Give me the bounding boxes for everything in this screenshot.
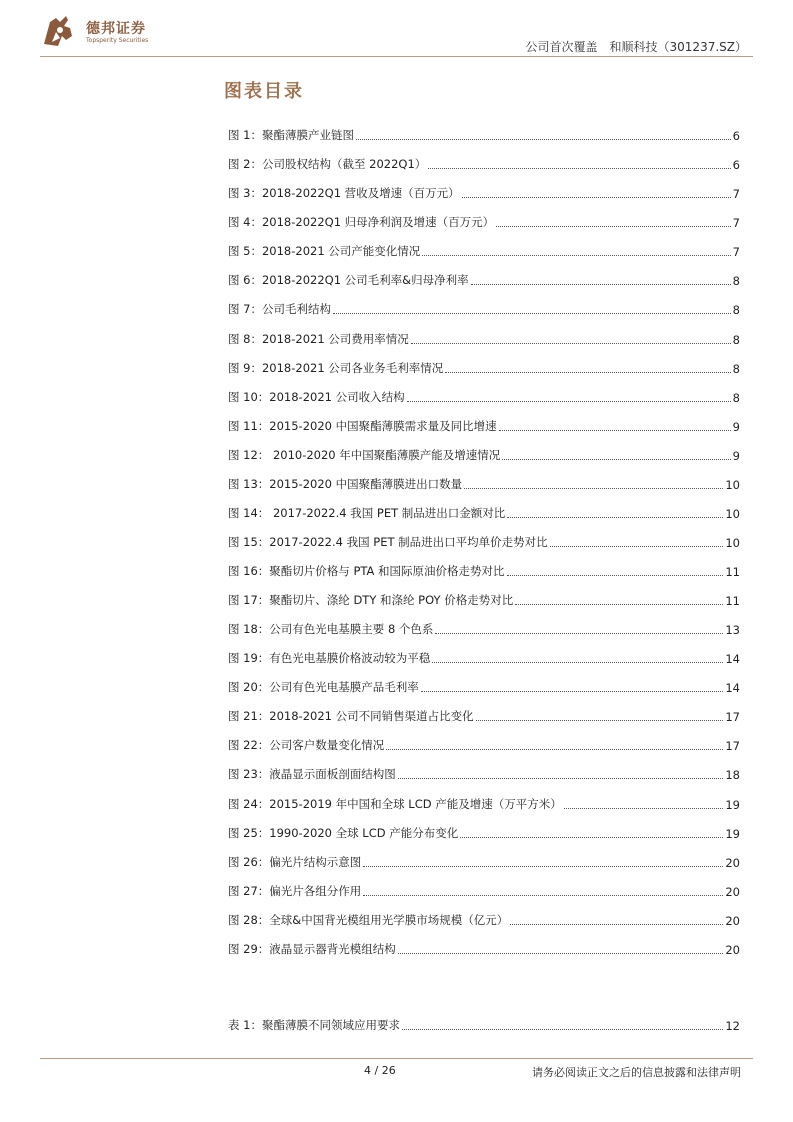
toc-entry[interactable] (228, 815, 740, 844)
table-toc-list (228, 1007, 740, 1036)
toc-entry[interactable] (228, 524, 740, 553)
toc-entry-page: 14 (725, 681, 740, 696)
toc-entry[interactable] (228, 669, 740, 698)
toc-entry-label: 图 24：2015-2019 年中国和全球 LCD 产能及增速（万平方米） (228, 796, 562, 811)
toc-entry-page: 8 (732, 390, 740, 405)
toc-entry[interactable] (228, 611, 740, 640)
toc-entry-label: 图 2：公司股权结构（截至 2022Q1） (228, 157, 427, 172)
toc-entry[interactable] (228, 350, 740, 379)
toc-entry-label: 图 3：2018-2022Q1 营收及增速（百万元） (228, 186, 460, 201)
toc-entry[interactable] (228, 495, 740, 524)
toc-entry-label: 图 6：2018-2022Q1 公司毛利率&归母净利率 (228, 273, 469, 288)
toc-leader-dots (363, 894, 723, 896)
toc-leader-dots (402, 1028, 723, 1030)
logo-text-en: Topsperity Securities (86, 37, 149, 44)
toc-entry-label: 图 23：液晶显示面板剖面结构图 (228, 767, 396, 782)
toc-entry-label: 图 14： 2017-2022.4 我国 PET 制品进出口金额对比 (228, 505, 506, 520)
toc-leader-dots (462, 196, 731, 198)
toc-entry-label: 表 1：聚酯薄膜不同领域应用要求 (228, 1018, 400, 1033)
toc-entry[interactable] (228, 553, 740, 582)
toc-entry-page: 8 (732, 332, 740, 347)
toc-entry[interactable] (228, 437, 740, 466)
toc-entry-page: 7 (732, 187, 740, 202)
toc-leader-dots (422, 254, 730, 256)
toc-entry-label: 图 21：2018-2021 公司不同销售渠道占比变化 (228, 709, 474, 724)
toc-leader-dots (407, 400, 731, 402)
toc-leader-dots (502, 458, 730, 460)
page-header (0, 0, 793, 62)
toc-leader-dots (333, 312, 731, 314)
toc-entry-label: 图 16：聚酯切片价格与 PTA 和国际原油价格走势对比 (228, 564, 505, 578)
toc-leader-dots (507, 516, 723, 518)
toc-entry-page: 8 (732, 303, 740, 318)
header-divider (40, 56, 753, 57)
toc-entry[interactable] (228, 582, 740, 611)
toc-entry-label: 图 13：2015-2020 中国聚酯薄膜进出口数量 (228, 476, 463, 491)
toc-entry-page: 11 (725, 594, 740, 609)
toc-entry-page: 9 (732, 448, 740, 463)
toc-entry-page: 19 (725, 797, 740, 812)
toc-entry[interactable] (228, 873, 740, 902)
toc-entry[interactable] (228, 262, 740, 291)
toc-entry-label: 图 20：公司有色光电基膜产品毛利率 (228, 680, 419, 695)
toc-leader-dots (550, 545, 724, 547)
toc-entry[interactable] (228, 640, 740, 669)
toc-entry-page: 14 (725, 652, 740, 667)
toc-entry-page: 8 (732, 274, 740, 289)
toc-entry[interactable] (228, 379, 740, 408)
toc-entry-page: 13 (725, 623, 740, 638)
toc-leader-dots (471, 283, 731, 285)
footer-divider (40, 1058, 753, 1059)
toc-entry-label: 图 11：2015-2020 中国聚酯薄膜需求量及同比增速 (228, 418, 497, 433)
toc-leader-dots (386, 748, 723, 750)
toc-entry-label: 图 25：1990-2020 全球 LCD 产能分布变化 (228, 825, 459, 840)
toc-entry[interactable] (228, 175, 740, 204)
toc-entry-label: 图 4：2018-2022Q1 归母净利润及增速（百万元） (228, 215, 495, 230)
toc-entry-label: 图 29：液晶显示器背光模组结构 (228, 941, 396, 956)
toc-entry-page: 7 (732, 216, 740, 231)
toc-entry-page: 18 (725, 768, 740, 783)
toc-entry[interactable] (228, 233, 740, 262)
toc-entry-page: 6 (732, 129, 740, 144)
figure-toc-list (228, 117, 740, 960)
toc-entry[interactable] (228, 408, 740, 437)
toc-leader-dots (428, 167, 730, 169)
toc-entry-page: 20 (725, 942, 740, 957)
toc-entry-page: 20 (725, 913, 740, 928)
toc-leader-dots (476, 719, 724, 721)
toc-entry-page: 10 (725, 535, 740, 550)
toc-entry-page: 8 (732, 361, 740, 376)
toc-leader-dots (515, 603, 723, 605)
toc-entry[interactable] (228, 146, 740, 175)
toc-leader-dots (507, 574, 724, 576)
toc-leader-dots (464, 487, 723, 489)
toc-entry-page: 20 (725, 884, 740, 899)
toc-entry[interactable] (228, 727, 740, 756)
toc-leader-dots (411, 342, 731, 344)
toc-entry-label: 图 26：偏光片结构示意图 (228, 854, 362, 869)
toc-entry[interactable] (228, 785, 740, 814)
toc-entry-page: 20 (725, 855, 740, 870)
toc-entry-label: 图 5：2018-2021 公司产能变化情况 (228, 244, 421, 259)
toc-leader-dots (432, 661, 723, 663)
toc-leader-dots (564, 807, 724, 809)
toc-leader-dots (363, 865, 723, 867)
toc-entry[interactable] (228, 1007, 740, 1036)
toc-entry-label: 图 12： 2010-2020 年中国聚酯薄膜产能及增速情况 (228, 447, 501, 462)
toc-leader-dots (460, 836, 723, 838)
toc-entry-label: 图 8：2018-2021 公司费用率情况 (228, 331, 409, 346)
toc-entry-label: 图 22：公司客户数量变化情况 (228, 738, 385, 753)
toc-entry[interactable] (228, 756, 740, 785)
toc-leader-dots (499, 429, 731, 431)
toc-leader-dots (421, 690, 724, 692)
toc-entry-page: 19 (725, 826, 740, 841)
toc-entry-page: 17 (725, 710, 740, 725)
toc-entry-label: 图 15：2017-2022.4 我国 PET 制品进出口平均单价走势对比 (228, 534, 548, 549)
toc-leader-dots (356, 138, 731, 140)
toc-leader-dots (435, 632, 723, 634)
toc-entry-page: 6 (732, 158, 740, 173)
legal-disclaimer: 请务必阅读正文之后的信息披露和法律声明 (532, 1066, 741, 1079)
deer-logo-icon (40, 14, 78, 50)
toc-entry[interactable] (228, 291, 740, 320)
toc-entry[interactable] (228, 117, 740, 146)
report-header-title: 公司首次覆盖 和顺科技（301237.SZ） (525, 40, 747, 54)
toc-entry-page: 10 (725, 477, 740, 492)
toc-entry[interactable] (228, 698, 740, 727)
toc-entry-page: 7 (732, 245, 740, 260)
toc-entry[interactable] (228, 320, 740, 349)
toc-entry[interactable] (228, 466, 740, 495)
toc-leader-dots (496, 225, 730, 227)
toc-entry-label: 图 19：有色光电基膜价格波动较为平稳 (228, 651, 431, 666)
toc-entry-page: 12 (725, 1019, 740, 1034)
toc-entry-label: 图 17：聚酯切片、涤纶 DTY 和涤纶 POY 价格走势对比 (228, 593, 514, 608)
toc-entry[interactable] (228, 844, 740, 873)
toc-entry-page: 9 (732, 419, 740, 434)
toc-entry-label: 图 18：公司有色光电基膜主要 8 个色系 (228, 622, 434, 637)
toc-section-title: 图表目录 (224, 81, 304, 102)
toc-entry-label: 图 7：公司毛利结构 (228, 302, 331, 317)
toc-entry-label: 图 27：偏光片各组分作用 (228, 883, 362, 898)
company-logo (40, 14, 170, 50)
toc-leader-dots (510, 923, 723, 925)
toc-entry[interactable] (228, 931, 740, 960)
toc-entry-page: 11 (725, 565, 740, 579)
toc-leader-dots (398, 952, 724, 954)
logo-text-cn: 德邦证券 (86, 21, 146, 37)
toc-leader-dots (445, 371, 730, 373)
toc-entry-page: 10 (725, 506, 740, 521)
toc-entry[interactable] (228, 902, 740, 931)
toc-entry-label: 图 10：2018-2021 公司收入结构 (228, 389, 405, 404)
toc-entry-page: 17 (725, 739, 740, 754)
toc-entry[interactable] (228, 204, 740, 233)
toc-leader-dots (398, 777, 724, 779)
toc-entry-label: 图 28：全球&中国背光模组用光学膜市场规模（亿元） (228, 912, 509, 927)
toc-entry-label: 图 1：聚酯薄膜产业链图 (228, 128, 354, 143)
page-number: 4 / 26 (364, 1064, 396, 1077)
toc-entry-label: 图 9：2018-2021 公司各业务毛利率情况 (228, 360, 444, 375)
